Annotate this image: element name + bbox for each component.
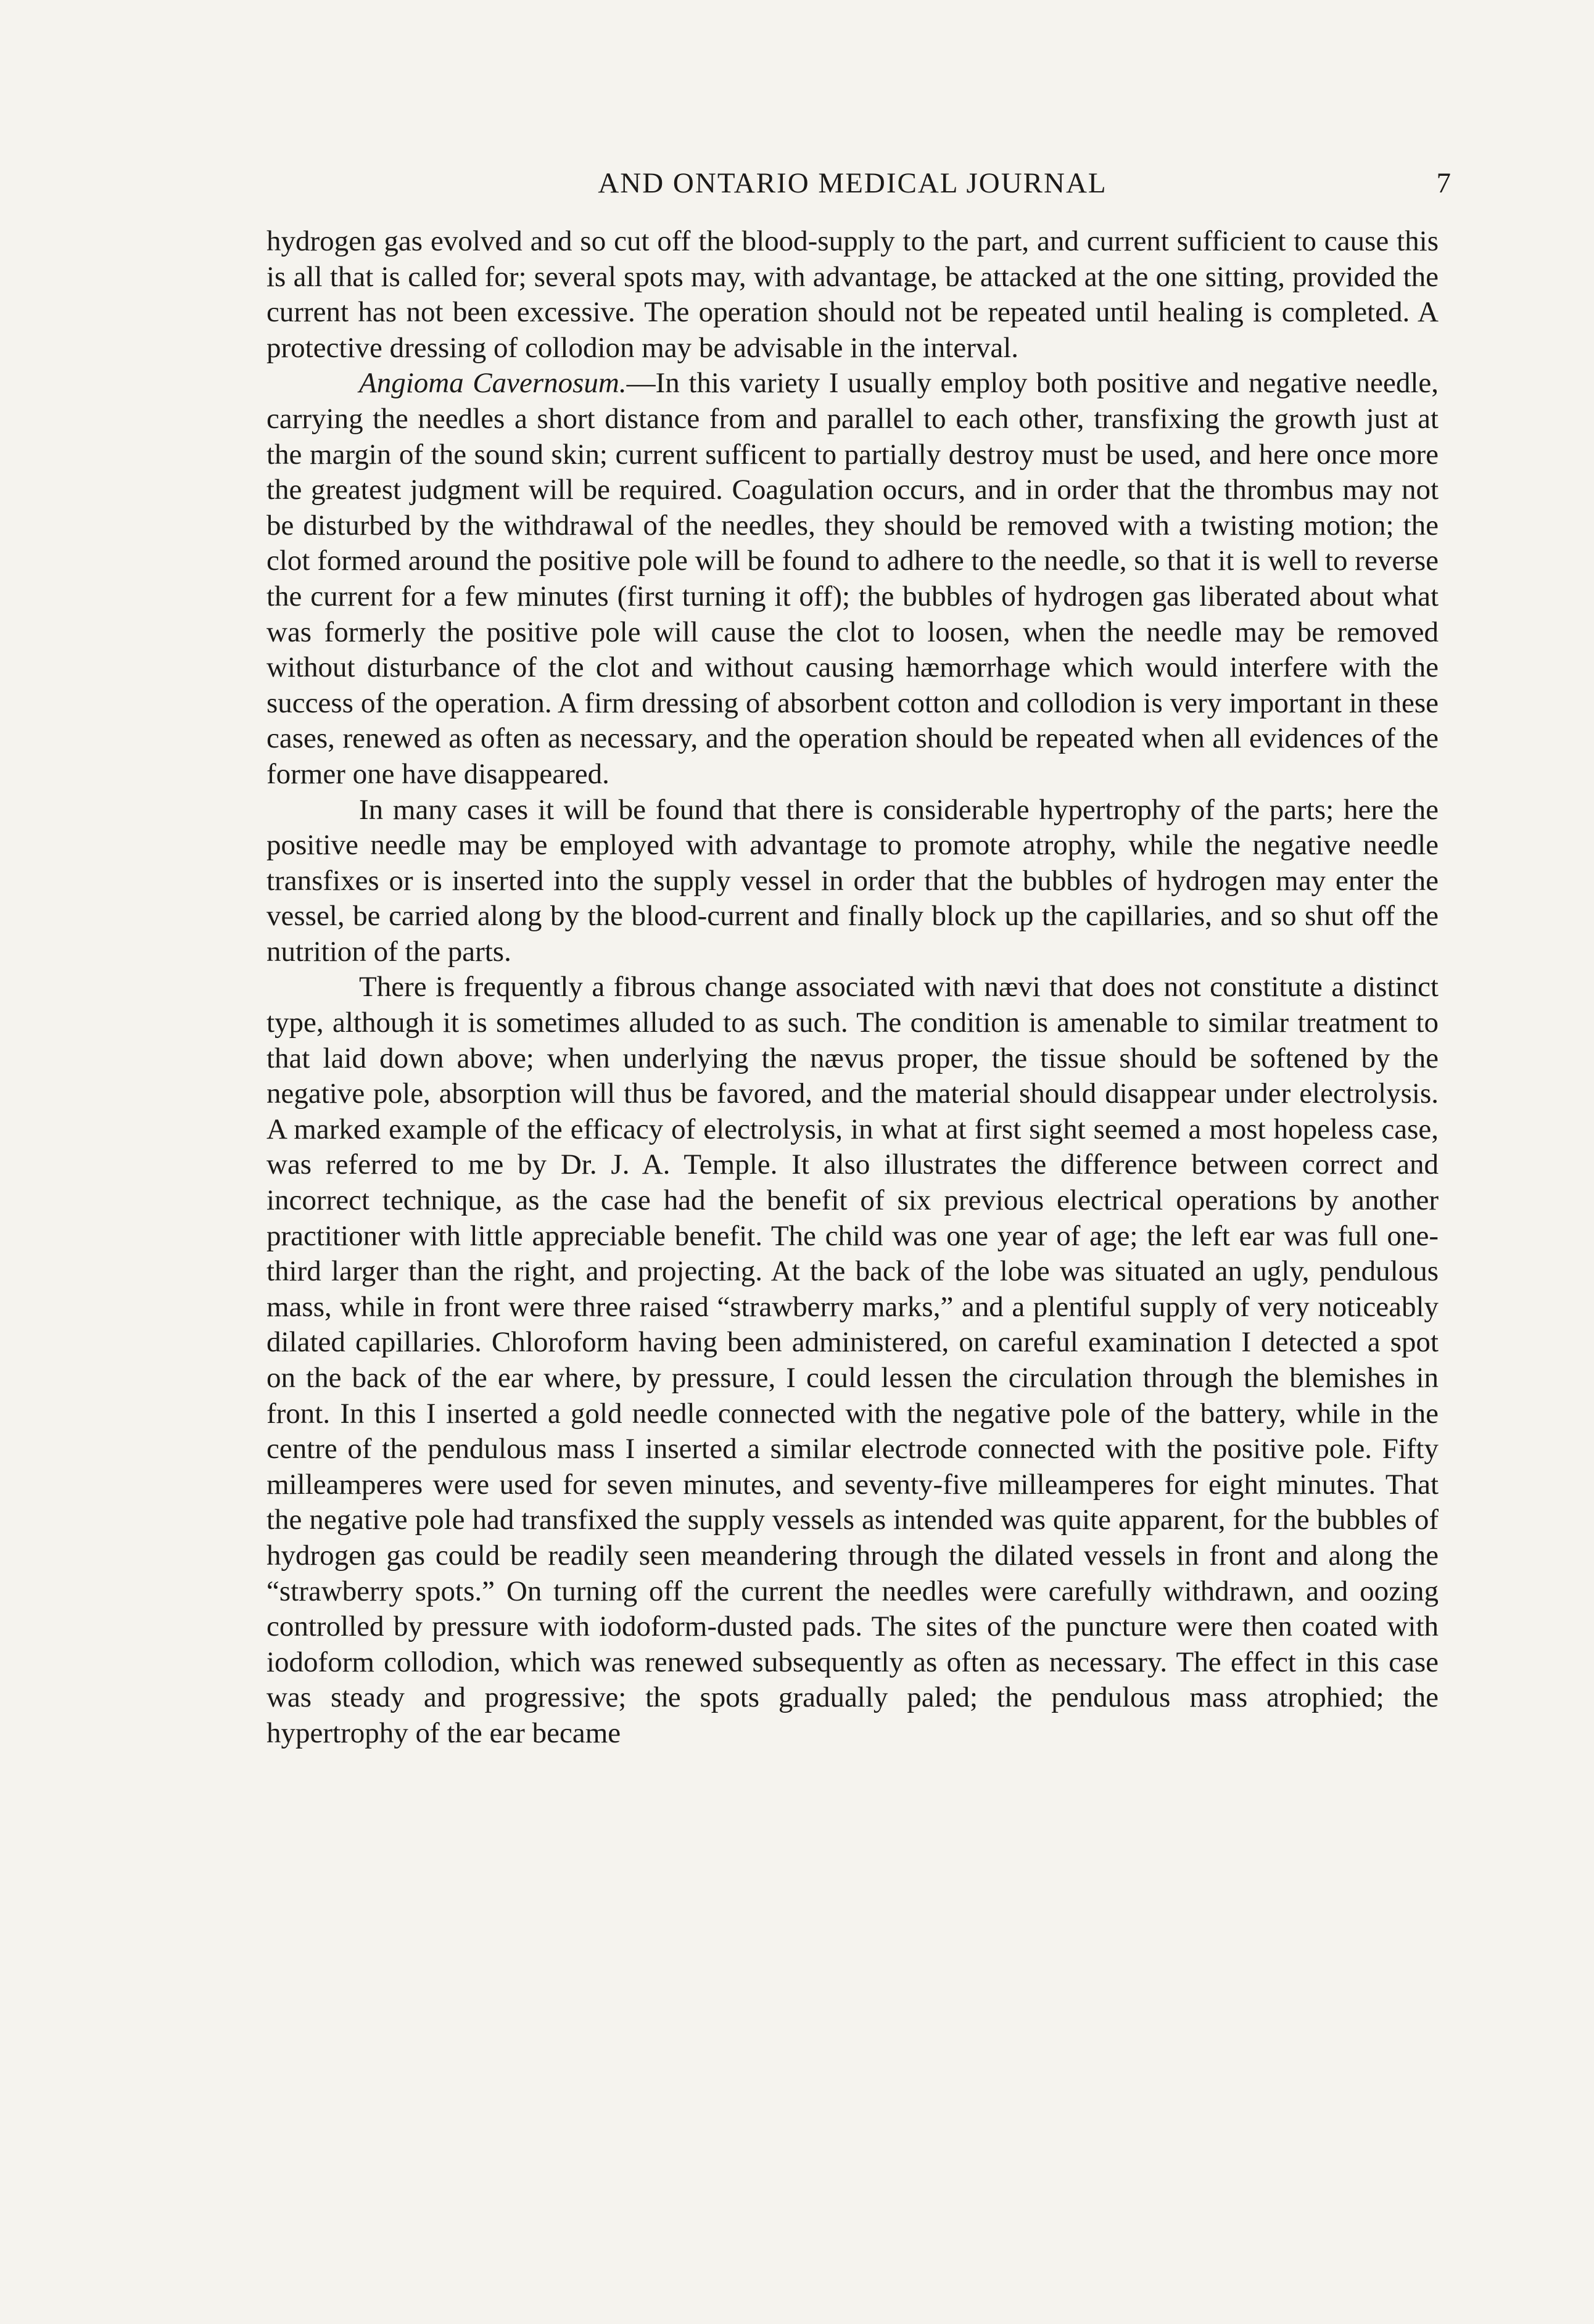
article-body: [266, 224, 1439, 1752]
page-number: 7: [1436, 167, 1452, 199]
paragraph-text: hydrogen gas evolved and so cut off the blood-supply to the part, and current sufficient to cause this is all that is called for; several spots may, with advantage, be attacked at the one sitting, provided the current has not been excessive. The operation should not be repeated until healing is completed. A protective dressing of collodion may be advisable in the interval.: [266, 225, 1439, 364]
section-heading: Angioma Cavernosum.: [359, 367, 627, 400]
running-header: [266, 154, 1452, 204]
journal-page: [266, 154, 1452, 2251]
paragraph-text: —In this variety I usually employ both positive and negative needle, carrying the needles a short distance from and parallel to each other, transfixing the growth just at the margin of the sound skin; current sufficent to partially destroy must be used, and here once more the greatest judgment will be required. Coagulation occurs, and in order that the thrombus may not be disturbed by the withdrawal of the needles, they should be removed with a twisting motion; the clot formed around the positive pole will be found to adhere to the needle, so that it is well to reverse the current for a few minutes (first turning it off); the bubbles of hydrogen gas liberated about what was formerly the positive pole will cause the clot to loosen, when the needle may be removed without disturbance of the clot and without causing hæmorrhage which would interfere with the success of the operation. A firm dressing of absorbent cotton and collodion is very important in these cases, renewed as often as necessary, and the operation should be repeated when all evidences of the former one have disappeared.: [266, 367, 1439, 790]
paragraph: [266, 970, 1439, 1751]
paragraph-text: There is frequently a fibrous change associated with nævi that does not constitute a distinct type, although it is sometimes alluded to as such. The condition is amenable to similar treatment to that laid down above; when underlying the nævus proper, the tissue should be softened by the negative pole, absorption will thus be favored, and the material should disappear under electrolysis. A marked example of the efficacy of electrolysis, in what at first sight seemed a most hopeless case, was referred to me by Dr. J. A. Temple. It also illustrates the difference between correct and incorrect technique, as the case had the benefit of six previous electrical operations by another practitioner with little appreciable benefit. The child was one year of age; the left ear was full one-third larger than the right, and projecting. At the back of the lobe was situated an ugly, pendulous mass, while in front were three raised “strawberry marks,” and a plentiful supply of very noticeably dilated capillaries. Chloroform having been administered, on careful examination I detected a spot on the back of the ear where, by pressure, I could lessen the circulation through the blemishes in front. In this I inserted a gold needle connected with the negative pole of the battery, while in the centre of the pendulous mass I inserted a similar electrode connected with the positive pole. Fifty milleamperes were used for seven minutes, and seventy-five milleamperes for eight minutes. That the negative pole had transfixed the supply vessels as intended was quite apparent, for the bubbles of hydrogen gas could be readily seen meandering through the dilated vessels in front and along the “strawberry spots.” On turning off the current the needles were carefully withdrawn, and oozing controlled by pressure with iodoform-dusted pads. The sites of the puncture were then coated with iodoform collodion, which was renewed subsequently as often as necessary. The effect in this case was steady and progressive; the spots gradually paled; the pendulous mass atrophied; the hypertrophy of the ear became: [266, 971, 1439, 1749]
paragraph: [266, 366, 1439, 792]
paragraph: [266, 793, 1439, 970]
running-title: AND ONTARIO MEDICAL JOURNAL: [598, 167, 1107, 199]
paragraph-text: In many cases it will be found that there is considerable hypertrophy of the parts; here the positive needle may be employed with advantage to promote atrophy, while the negative needle transfixes or is inserted into the supply vessel in order that the bubbles of hydrogen may enter the vessel, be carried along by the blood-current and finally block up the capillaries, and so shut off the nutrition of the parts.: [266, 793, 1439, 968]
paragraph: [266, 224, 1439, 366]
